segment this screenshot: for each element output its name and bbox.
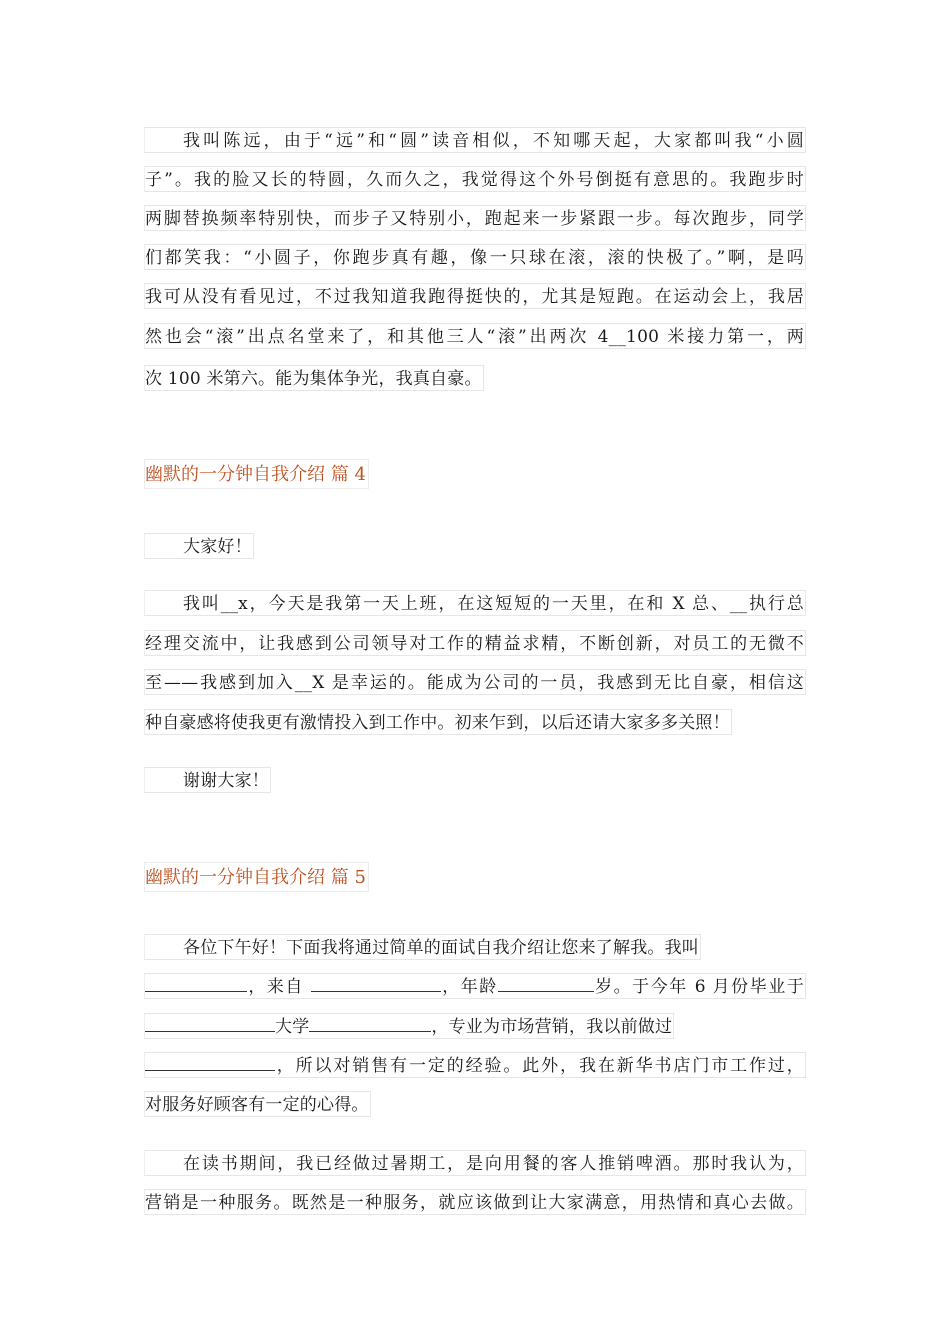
name-blank[interactable] [145, 974, 247, 992]
paragraph-line: 次 100 米第六。能为集体争光，我真自豪。 [144, 365, 484, 391]
origin-blank[interactable] [311, 974, 441, 992]
paragraph-line [144, 1052, 806, 1078]
paragraph-line: 子”。我的脸又长的特圆，久而久之，我觉得这个外号倒挺有意思的。我跑步时 [144, 166, 806, 192]
text-university: 大学 [275, 1017, 310, 1037]
paragraph-line: 们都笑我：“小圆子，你跑步真有趣，像一只球在滚，滚的快极了。”啊，是吗 [144, 244, 806, 270]
paragraph-line: 我叫__x，今天是我第一天上班，在这短短的一天里，在和 X 总、__执行总 [144, 590, 806, 616]
paragraph-line: 两脚替换频率特别快，而步子又特别小，跑起来一步紧跟一步。每次跑步，同学 [144, 205, 806, 231]
text-graduated: 岁。于今年 6 月份毕业于 [593, 977, 804, 997]
paragraph-line: 我可从没有看见过，不过我知道我跑得挺快的，尤其是短跑。在运动会上，我居 [144, 283, 806, 309]
greeting-line: 大家好！ [144, 533, 254, 559]
paragraph-line: 营销是一种服务。既然是一种服务，就应该做到让大家满意，用热情和真心去做。 [144, 1189, 806, 1215]
paragraph-line: 然也会“滚”出点名堂来了，和其他三人“滚”出两次 4__100 米接力第一，两 [144, 323, 806, 349]
university-name-blank[interactable] [309, 1014, 431, 1032]
text-from: ，来自 [247, 977, 304, 997]
university-blank[interactable] [145, 1014, 275, 1032]
text-major: ，专业为市场营销，我以前做过 [431, 1017, 673, 1037]
text-age: ，年龄 [440, 977, 498, 997]
section-heading: 幽默的一分钟自我介绍 篇 4 [144, 459, 369, 489]
paragraph-line: 至——我感到加入__X 是幸运的。能成为公司的一员，我感到无比自豪，相信这 [144, 669, 806, 695]
paragraph-line: 各位下午好！下面我将通过简单的面试自我介绍让您来了解我。我叫 [144, 934, 701, 960]
paragraph-line [144, 1013, 674, 1039]
experience-blank[interactable] [145, 1053, 275, 1071]
paragraph-line [144, 973, 806, 999]
paragraph-line: 种自豪感将使我更有激情投入到工作中。初来乍到，以后还请大家多多关照！ [144, 709, 732, 735]
age-blank[interactable] [498, 974, 594, 992]
paragraph-line: 我叫陈远，由于“远”和“圆”读音相似，不知哪天起，大家都叫我“小圆 [144, 127, 806, 153]
paragraph-line: 对服务好顾客有一定的心得。 [144, 1091, 371, 1117]
paragraph-line: 在读书期间，我已经做过暑期工，是向用餐的客人推销啤酒。那时我认为， [144, 1150, 806, 1176]
paragraph-line: 经理交流中，让我感到公司领导对工作的精益求精，不断创新，对员工的无微不 [144, 630, 806, 656]
thanks-line: 谢谢大家！ [144, 767, 271, 793]
section-heading: 幽默的一分钟自我介绍 篇 5 [144, 862, 369, 892]
text-experience: ，所以对销售有一定的经验。此外，我在新华书店门市工作过， [275, 1056, 804, 1076]
